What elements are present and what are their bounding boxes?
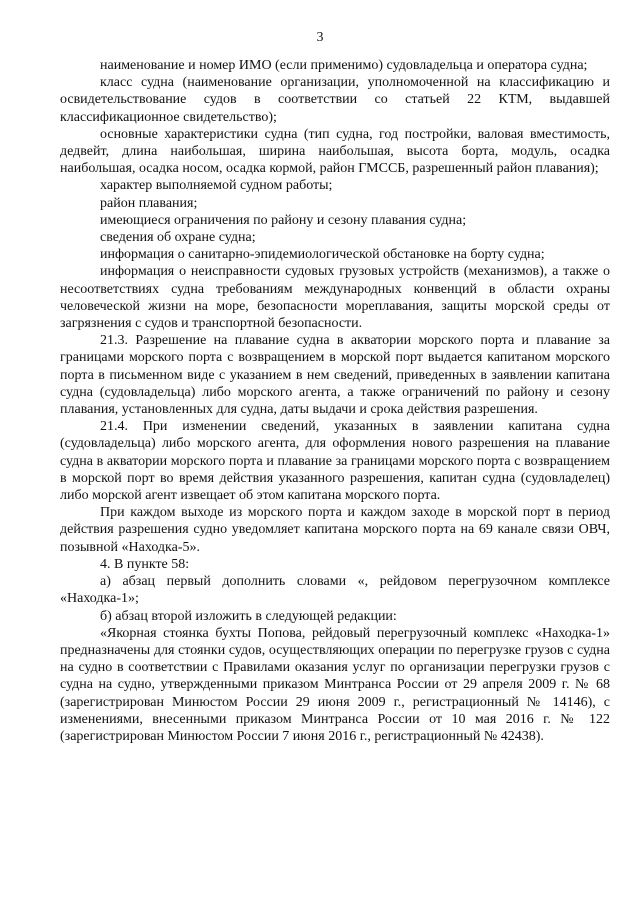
paragraph-ship-characteristics: основные характеристики судна (тип судна, год постройки, валовая вместимость, дедвейт, длина наибольшая, ширина наибольшая, высота борта, модуль, осадка наибольшая, осадка носом, осадка кормой, район ГМССБ, разрешенный район плавания); [60, 126, 610, 177]
paragraph-navigation-area: район плавания; [100, 195, 198, 211]
paragraph-ship-security: сведения об охране судна; [100, 230, 256, 246]
paragraph-item-4a: а) абзац первый дополнить словами «, рейдовом перегрузочном комплексе «Находка-1»; [60, 574, 610, 607]
paragraph-anchorage-text: «Якорная стоянка бухты Попова, рейдовый перегрузочный комплекс «Находка-1» предназначены для стоянки судов, осуществляющих операции по перегрузке грузов с судна на судно в соответствии с Правилами оказания услуг по организации перегрузки грузов с судна на судно, утвержденными приказом Минтранса России от 29 апреля 2009 г. № 68 (зарегистрирован Минюстом России 29 июня 2009 г., регистрационный № 14146), с изменениями, внесенными приказом Минтранса России от 10 мая 2016 г. № 122 (зарегистрирован Минюстом России 7 июня 2016 г., регистрационный № 42438). [60, 625, 610, 744]
paragraph-malfunction-info: информация о неисправности судовых грузовых устройств (механизмов), а также о несоответствиях судна требованиям международных конвенций в области охраны человеческой жизни на море, безопасности мореплавания, защиты морской среды от загрязнения с судов и транспортной безопасности. [60, 264, 610, 332]
paragraph-clause-21-4: 21.4. При изменении сведений, указанных в заявлении капитана судна (судовладельца) либо морского агента, для оформления нового разрешения на плавание судна в акватории морского порта и плавание за границами морского порта с возвращением в морской порт во время действия указанного разрешения, капитан судна (судовладелец) либо морской агент извещает об этом капитана морского порта. [60, 419, 610, 504]
paragraph-sanitary-info: информация о санитарно-эпидемиологической обстановке на борту судна; [100, 247, 545, 263]
paragraph-work-character: характер выполняемой судном работы; [100, 178, 333, 194]
paragraph-item-4b: б) абзац второй изложить в следующей редакции: [100, 608, 397, 624]
paragraph-ship-class: класс судна (наименование организации, уполномоченной на классификацию и освидетельствование судов в соответствии со статьей 22 КТМ, выдавшей классификационное свидетельство); [60, 75, 610, 125]
paragraph-port-notification: При каждом выходе из морского порта и каждом заходе в морской порт в период действия разрешения судно уведомляет капитана морского порта на 69 канале связи ОВЧ, позывной «Находка-5». [60, 505, 610, 555]
paragraph-restrictions: имеющиеся ограничения по району и сезону плавания судна; [100, 212, 467, 228]
page-number: 3 [316, 30, 324, 45]
paragraph-clause-21-3: 21.3. Разрешение на плавание судна в акватории морского порта и плавание за границами морского порта с возвращением в морской порт выдается капитаном морского порта в письменном виде с указанием в нем сведений, приведенных в заявлении капитана судна (судовладельца) либо морского агента, а также ограничений по району и сезону плавания, установленных для судна, даты выдачи и срока действия разрешения. [60, 333, 610, 418]
paragraph-ship-owner-imo: наименование и номер ИМО (если применимо) судовладельца и оператора судна; [100, 58, 588, 73]
paragraph-item-4: 4. В пункте 58: [100, 556, 190, 572]
document-body [60, 57, 610, 745]
